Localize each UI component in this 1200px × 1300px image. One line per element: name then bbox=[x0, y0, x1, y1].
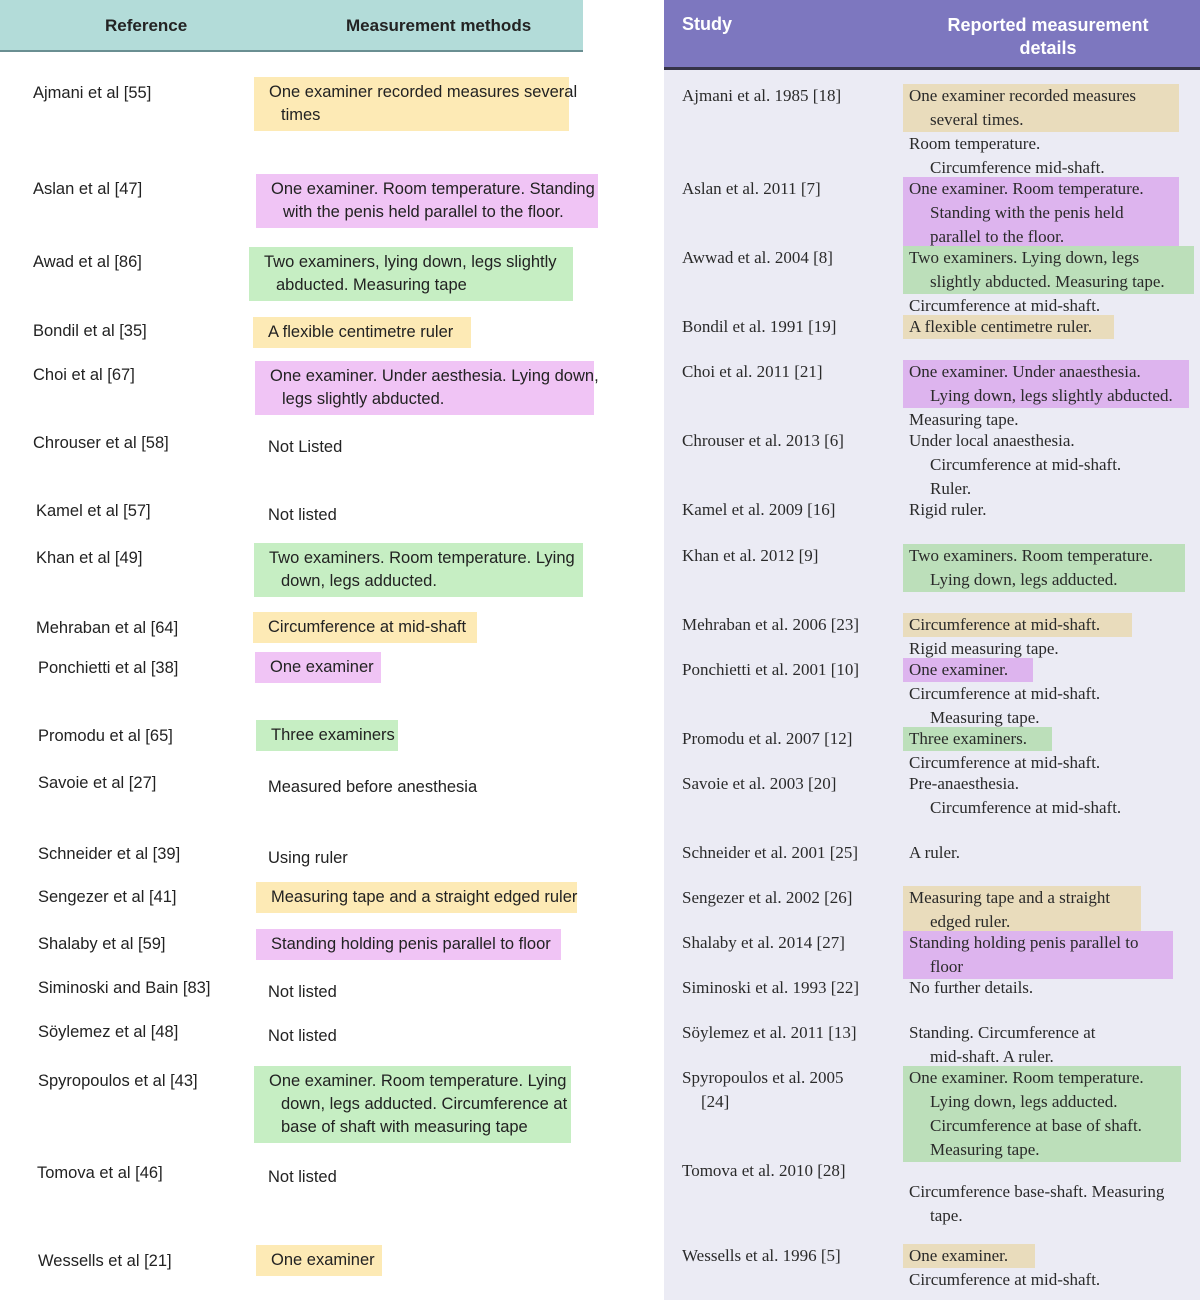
methods-line: Using ruler bbox=[268, 849, 348, 867]
methods-cell bbox=[253, 317, 471, 348]
details-line: Circumference at mid-shaft. bbox=[909, 615, 1101, 634]
details-block bbox=[903, 360, 1189, 408]
reference-cell: Bondil et al [35] bbox=[33, 322, 147, 340]
study-line: Ajmani et al. 1985 [18] bbox=[682, 86, 842, 105]
study-line: Söylemez et al. 2011 [13] bbox=[682, 1023, 857, 1042]
details-line: Lying down, legs slightly abducted. bbox=[930, 386, 1173, 405]
study-cell bbox=[682, 360, 823, 384]
methods-column-header: Measurement methods bbox=[346, 16, 532, 35]
study-line: Awwad et al. 2004 [8] bbox=[682, 248, 833, 267]
methods-line: abducted. Measuring tape bbox=[276, 276, 467, 294]
details-line: Circumference mid-shaft. bbox=[930, 158, 1105, 177]
details-line: floor bbox=[930, 957, 964, 976]
methods-cell bbox=[254, 977, 351, 1008]
details-line: Two examiners. Room temperature. bbox=[909, 546, 1153, 565]
details-cell bbox=[909, 1021, 1101, 1069]
study-cell bbox=[682, 1244, 841, 1268]
study-line: Siminoski et al. 1993 [22] bbox=[682, 978, 860, 997]
details-block bbox=[903, 429, 1127, 501]
details-block bbox=[903, 315, 1114, 339]
methods-line: Not listed bbox=[268, 983, 337, 1001]
details-cell bbox=[909, 931, 1173, 979]
details-line: Standing holding penis parallel to bbox=[909, 933, 1139, 952]
details-cell bbox=[909, 886, 1141, 934]
methods-line: Measured before anesthesia bbox=[268, 778, 478, 796]
details-block bbox=[903, 246, 1194, 294]
details-line: Measuring tape. bbox=[930, 708, 1040, 727]
study-cell bbox=[682, 841, 858, 865]
details-line: Measuring tape. bbox=[909, 410, 1019, 429]
reference-cell: Shalaby et al [59] bbox=[38, 935, 166, 953]
methods-cell bbox=[256, 720, 398, 751]
details-block bbox=[903, 1066, 1181, 1162]
reference-methods-table bbox=[0, 0, 599, 1300]
details-block bbox=[903, 498, 992, 522]
details-line: Circumference at base of shaft. bbox=[930, 1116, 1142, 1135]
details-block bbox=[903, 177, 1179, 249]
study-line: Savoie et al. 2003 [20] bbox=[682, 774, 837, 793]
details-block bbox=[903, 886, 1141, 934]
methods-line: Not listed bbox=[268, 506, 337, 524]
study-cell bbox=[682, 498, 835, 522]
study-cell bbox=[682, 84, 841, 108]
study-line: Tomova et al. 2010 [28] bbox=[682, 1161, 846, 1180]
reference-cell: Choi et al [67] bbox=[33, 366, 135, 384]
details-block bbox=[903, 1268, 1106, 1292]
details-line: Circumference at mid-shaft. bbox=[909, 1270, 1101, 1289]
methods-cell bbox=[254, 1021, 351, 1052]
left-table-header bbox=[0, 0, 583, 52]
details-cell bbox=[909, 315, 1114, 339]
study-line: Kamel et al. 2009 [16] bbox=[682, 500, 836, 519]
details-line: Three examiners. bbox=[909, 729, 1027, 748]
details-line: parallel to the floor. bbox=[930, 227, 1065, 246]
methods-line: One examiner bbox=[270, 658, 374, 676]
methods-cell bbox=[254, 1066, 571, 1143]
study-cell bbox=[682, 1159, 846, 1183]
study-cell bbox=[682, 886, 852, 910]
study-line: Khan et al. 2012 [9] bbox=[682, 546, 819, 565]
methods-cell bbox=[254, 843, 362, 874]
details-line: Ruler. bbox=[930, 479, 972, 498]
right-table-header bbox=[664, 0, 1200, 70]
methods-line: base of shaft with measuring tape bbox=[281, 1118, 528, 1136]
study-line: Promodu et al. 2007 [12] bbox=[682, 729, 853, 748]
details-cell bbox=[909, 841, 966, 865]
details-line: A flexible centimetre ruler. bbox=[909, 317, 1093, 336]
details-line: One examiner. Room temperature. bbox=[909, 1068, 1144, 1087]
reference-cell: Ponchietti et al [38] bbox=[38, 659, 179, 677]
study-cell bbox=[682, 246, 833, 270]
study-line: Shalaby et al. 2014 [27] bbox=[682, 933, 845, 952]
methods-cell bbox=[255, 361, 599, 415]
methods-line: with the penis held parallel to the floor. bbox=[283, 203, 564, 221]
reference-cell: Sengezer et al [41] bbox=[38, 888, 177, 906]
reference-cell: Awad et al [86] bbox=[33, 253, 142, 271]
details-line: edged ruler. bbox=[930, 912, 1011, 931]
methods-cell bbox=[254, 772, 491, 803]
details-cell bbox=[909, 1066, 1181, 1162]
reference-cell: Mehraban et al [64] bbox=[36, 619, 179, 637]
reference-cell: Tomova et al [46] bbox=[37, 1164, 163, 1182]
study-line: Schneider et al. 2001 [25] bbox=[682, 843, 859, 862]
study-details-table bbox=[664, 0, 1200, 1300]
study-line: Bondil et al. 1991 [19] bbox=[682, 317, 837, 336]
details-block bbox=[903, 727, 1052, 751]
details-line: Rigid measuring tape. bbox=[909, 639, 1059, 658]
methods-line: down, legs adducted. Circumference at bbox=[281, 1095, 568, 1113]
details-line: Pre-anaesthesia. bbox=[909, 774, 1019, 793]
details-cell bbox=[909, 1180, 1170, 1228]
details-line: Circumference at mid-shaft. bbox=[930, 798, 1122, 817]
reference-cell: Schneider et al [39] bbox=[38, 845, 181, 863]
details-line: several times. bbox=[930, 110, 1024, 129]
methods-cell bbox=[254, 432, 356, 463]
methods-cell bbox=[256, 174, 598, 228]
details-line: Standing. Circumference at bbox=[909, 1023, 1096, 1042]
details-cell bbox=[909, 658, 1106, 730]
methods-line: legs slightly abducted. bbox=[282, 390, 445, 408]
reference-cell: Chrouser et al [58] bbox=[33, 434, 169, 452]
study-cell bbox=[682, 613, 859, 637]
study-cell bbox=[682, 429, 844, 453]
reference-cell: Siminoski and Bain [83] bbox=[38, 979, 211, 997]
study-cell bbox=[682, 1066, 844, 1114]
methods-cell bbox=[254, 77, 578, 131]
details-cell bbox=[909, 360, 1189, 432]
study-cell bbox=[682, 727, 852, 751]
details-line: Circumference at mid-shaft. bbox=[909, 296, 1101, 315]
details-cell bbox=[909, 544, 1185, 592]
reference-cell: Kamel et al [57] bbox=[36, 502, 151, 520]
study-cell bbox=[682, 544, 818, 568]
details-line: One examiner. bbox=[909, 1246, 1009, 1265]
details-line: No further details. bbox=[909, 978, 1034, 997]
details-block bbox=[903, 132, 1179, 180]
study-cell bbox=[682, 177, 821, 201]
details-line: Standing with the penis held bbox=[930, 203, 1124, 222]
study-line: Wessells et al. 1996 [5] bbox=[682, 1246, 841, 1265]
methods-line: Two examiners, lying down, legs slightly bbox=[264, 253, 557, 271]
details-line: One examiner. bbox=[909, 660, 1009, 679]
details-block bbox=[903, 544, 1185, 592]
study-line: Spyropoulos et al. 2005 bbox=[682, 1068, 844, 1087]
methods-line: Standing holding penis parallel to floor bbox=[271, 935, 551, 953]
details-line: Circumference base-shaft. Measuring bbox=[909, 1182, 1165, 1201]
methods-line: One examiner bbox=[271, 1251, 375, 1269]
details-line: Circumference at mid-shaft. bbox=[930, 455, 1122, 474]
details-cell bbox=[909, 772, 1127, 820]
details-block bbox=[903, 1244, 1035, 1268]
details-block bbox=[903, 976, 1039, 1000]
details-block bbox=[903, 658, 1033, 682]
methods-line: Measuring tape and a straight edged ruler bbox=[271, 888, 578, 906]
details-cell bbox=[909, 429, 1127, 501]
methods-line: Three examiners bbox=[271, 726, 395, 744]
details-line: One examiner recorded measures bbox=[909, 86, 1137, 105]
reference-cell: Aslan et al [47] bbox=[33, 180, 143, 198]
study-cell bbox=[682, 772, 836, 796]
details-line: Room temperature. bbox=[909, 134, 1041, 153]
details-line: Two examiners. Lying down, legs bbox=[909, 248, 1140, 267]
reference-cell: Promodu et al [65] bbox=[38, 727, 173, 745]
methods-line: Two examiners. Room temperature. Lying bbox=[269, 549, 575, 567]
study-cell bbox=[682, 1021, 857, 1045]
methods-line: down, legs adducted. bbox=[281, 572, 437, 590]
methods-cell bbox=[254, 543, 583, 597]
methods-cell bbox=[253, 612, 477, 643]
details-column-header: Reported measurement details bbox=[947, 15, 1149, 58]
details-line: Lying down, legs adducted. bbox=[930, 570, 1118, 589]
methods-cell bbox=[254, 1162, 351, 1193]
methods-line: A flexible centimetre ruler bbox=[268, 323, 454, 341]
methods-line: times bbox=[281, 106, 321, 124]
methods-line: Not listed bbox=[268, 1027, 337, 1045]
details-line: One examiner. Under anaesthesia. bbox=[909, 362, 1141, 381]
details-cell bbox=[909, 84, 1179, 180]
details-line: Circumference at mid-shaft. bbox=[909, 684, 1101, 703]
methods-cell bbox=[254, 500, 351, 531]
methods-line: Circumference at mid-shaft bbox=[268, 618, 467, 636]
details-line: Measuring tape. bbox=[930, 1140, 1040, 1159]
details-cell bbox=[909, 976, 1039, 1000]
details-line: tape. bbox=[930, 1206, 963, 1225]
reference-cell: Söylemez et al [48] bbox=[38, 1023, 179, 1041]
study-line: [24] bbox=[701, 1092, 730, 1111]
details-cell bbox=[909, 177, 1179, 249]
methods-cell bbox=[255, 652, 381, 683]
details-line: Lying down, legs adducted. bbox=[930, 1092, 1118, 1111]
methods-line: Not listed bbox=[268, 1168, 337, 1186]
details-block bbox=[903, 1021, 1101, 1069]
details-cell bbox=[909, 613, 1132, 661]
methods-line: One examiner. Room temperature. Lying bbox=[269, 1072, 567, 1090]
details-line: Rigid ruler. bbox=[909, 500, 987, 519]
methods-line: One examiner recorded measures several bbox=[269, 83, 578, 101]
methods-cell bbox=[256, 929, 561, 960]
methods-cell bbox=[249, 247, 573, 301]
details-block bbox=[903, 613, 1132, 637]
study-line: Mehraban et al. 2006 [23] bbox=[682, 615, 860, 634]
details-block bbox=[903, 682, 1106, 730]
methods-line: One examiner. Room temperature. Standing bbox=[271, 180, 595, 198]
details-block bbox=[903, 84, 1179, 132]
details-block bbox=[903, 772, 1127, 820]
study-line: Chrouser et al. 2013 [6] bbox=[682, 431, 844, 450]
reference-column-header: Reference bbox=[105, 16, 188, 35]
study-cell bbox=[682, 976, 859, 1000]
details-block bbox=[903, 931, 1173, 979]
methods-line: One examiner. Under aesthesia. Lying down, bbox=[270, 367, 599, 385]
methods-line: Not Listed bbox=[268, 438, 343, 456]
study-line: Sengezer et al. 2002 [26] bbox=[682, 888, 853, 907]
methods-cell bbox=[256, 1245, 382, 1276]
reference-cell: Ajmani et al [55] bbox=[33, 84, 152, 102]
study-line: Ponchietti et al. 2001 [10] bbox=[682, 660, 860, 679]
details-line: Measuring tape and a straight bbox=[909, 888, 1111, 907]
study-cell bbox=[682, 658, 859, 682]
study-cell bbox=[682, 931, 845, 955]
study-column-header: Study bbox=[682, 14, 733, 34]
reference-cell: Spyropoulos et al [43] bbox=[38, 1072, 198, 1090]
details-cell bbox=[909, 727, 1106, 775]
details-cell bbox=[909, 498, 992, 522]
details-line: Under local anaesthesia. bbox=[909, 431, 1075, 450]
details-cell bbox=[909, 1244, 1106, 1292]
details-line: mid-shaft. A ruler. bbox=[930, 1047, 1054, 1066]
details-block bbox=[903, 841, 966, 865]
details-line: slightly abducted. Measuring tape. bbox=[930, 272, 1165, 291]
details-cell bbox=[909, 246, 1194, 318]
details-block bbox=[903, 1180, 1170, 1228]
details-line: Circumference at mid-shaft. bbox=[909, 753, 1101, 772]
details-line: One examiner. Room temperature. bbox=[909, 179, 1144, 198]
methods-cell bbox=[256, 882, 577, 913]
study-line: Aslan et al. 2011 [7] bbox=[682, 179, 821, 198]
study-line: Choi et al. 2011 [21] bbox=[682, 362, 823, 381]
details-line: A ruler. bbox=[909, 843, 960, 862]
study-cell bbox=[682, 315, 836, 339]
reference-cell: Khan et al [49] bbox=[36, 549, 143, 567]
reference-cell: Wessells et al [21] bbox=[38, 1252, 172, 1270]
reference-cell: Savoie et al [27] bbox=[38, 774, 157, 792]
